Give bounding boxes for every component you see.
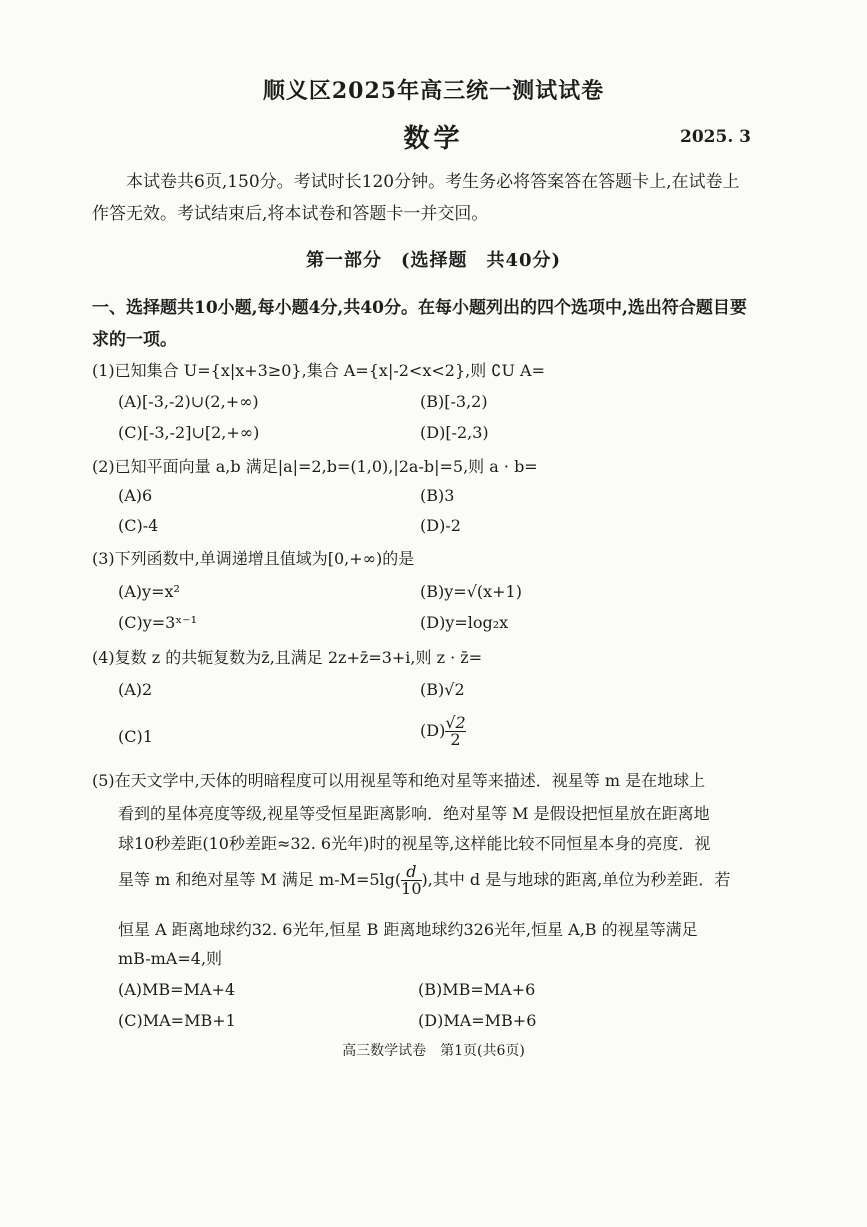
question-5-line-3: 球10秒差距(10秒差距≈32. 6光年)时的视星等,这样能比较不同恒星本身的亮度．视	[118, 834, 711, 853]
question-5-line-2: 看到的星体亮度等级,视星等受恒星距离影响．绝对星等 M 是假设把恒星放在距离地	[118, 804, 710, 823]
question-3-option-a: (A)y=x²	[118, 582, 180, 601]
question-3-option-c: (C)y=3ˣ⁻¹	[118, 613, 197, 632]
exam-instructions: 本试卷共6页,150分。考试时长120分钟。考生务必将答案答在答题卡上,在试卷上作答无效。考试结束后,将本试卷和答题卡一并交回。	[92, 172, 740, 224]
page-footer: 高三数学试卷 第1页(共6页)	[342, 1043, 525, 1059]
question-5-line-4	[118, 864, 730, 897]
question-5-line-6: mB-mA=4,则	[118, 949, 223, 968]
question-4-option-d	[420, 715, 466, 748]
question-5-fraction	[401, 864, 421, 897]
question-2-option-a: (A)6	[118, 486, 153, 505]
question-5-formula-start: 星等 m 和绝对星等 M 满足 m-M=5lg(	[118, 870, 402, 889]
question-5-option-c: (C)MA=MB+1	[118, 1011, 236, 1030]
question-4-option-c: (C)1	[118, 727, 153, 746]
question-5-line-1: (5)在天文学中,天体的明暗程度可以用视星等和绝对星等来描述．视星等 m 是在地球上	[92, 771, 706, 790]
question-3-stem: (3)下列函数中,单调递增且值域为[0,+∞)的是	[92, 549, 415, 568]
question-3-option-b: (B)y=√(x+1)	[420, 582, 522, 601]
question-5-line-5: 恒星 A 距离地球约32. 6光年,恒星 B 距离地球约326光年,恒星 A,B 的视星等满足	[118, 920, 698, 939]
question-3-option-d: (D)y=log₂x	[420, 613, 509, 632]
section-heading: 一、选择题共10小题,每小题4分,共40分。在每小题列出的四个选项中,选出符合题目要求的一项。	[92, 298, 747, 350]
question-4-option-d-label: (D)	[420, 721, 446, 740]
question-1-option-b: (B)[-3,2)	[420, 392, 488, 411]
subject-heading: 数学	[403, 124, 464, 154]
fraction-numerator: d	[406, 862, 417, 881]
question-5-option-d: (D)MA=MB+6	[418, 1011, 537, 1030]
question-4-option-b: (B)√2	[420, 680, 465, 699]
question-1-stem: (1)已知集合 U={x|x+3≥0},集合 A={x|-2<x<2},则 ∁U A=	[92, 361, 546, 380]
fraction-denominator: 10	[401, 879, 422, 898]
question-5-option-b: (B)MB=MA+6	[418, 980, 536, 999]
question-1-option-d: (D)[-2,3)	[420, 423, 489, 442]
question-4-stem: (4)复数 z 的共轭复数为z̄,且满足 2z+z̄=3+i,则 z · z̄=	[92, 648, 483, 667]
question-2-option-c: (C)-4	[118, 516, 159, 535]
question-1-option-c: (C)[-3,-2]∪[2,+∞)	[118, 423, 260, 442]
question-5-formula-end: ),其中 d 是与地球的距离,单位为秒差距．若	[421, 870, 731, 889]
question-5-option-a: (A)MB=MA+4	[118, 980, 236, 999]
fraction-denominator: 2	[445, 731, 465, 748]
exam-date: 2025. 3	[680, 127, 751, 147]
exam-title: 顺义区2025年高三统一测试试卷	[262, 78, 605, 104]
fraction-numerator: √2	[445, 713, 466, 732]
question-4-option-d-fraction	[445, 715, 465, 748]
question-4-option-a: (A)2	[118, 680, 153, 699]
question-2-option-d: (D)-2	[420, 516, 461, 535]
part-title: 第一部分 (选择题 共40分)	[305, 250, 562, 271]
question-2-stem: (2)已知平面向量 a,b 满足|a|=2,b=(1,0),|2a-b|=5,则 a · b=	[92, 457, 538, 476]
question-1-option-a: (A)[-3,-2)∪(2,+∞)	[118, 392, 259, 411]
question-2-option-b: (B)3	[420, 486, 455, 505]
